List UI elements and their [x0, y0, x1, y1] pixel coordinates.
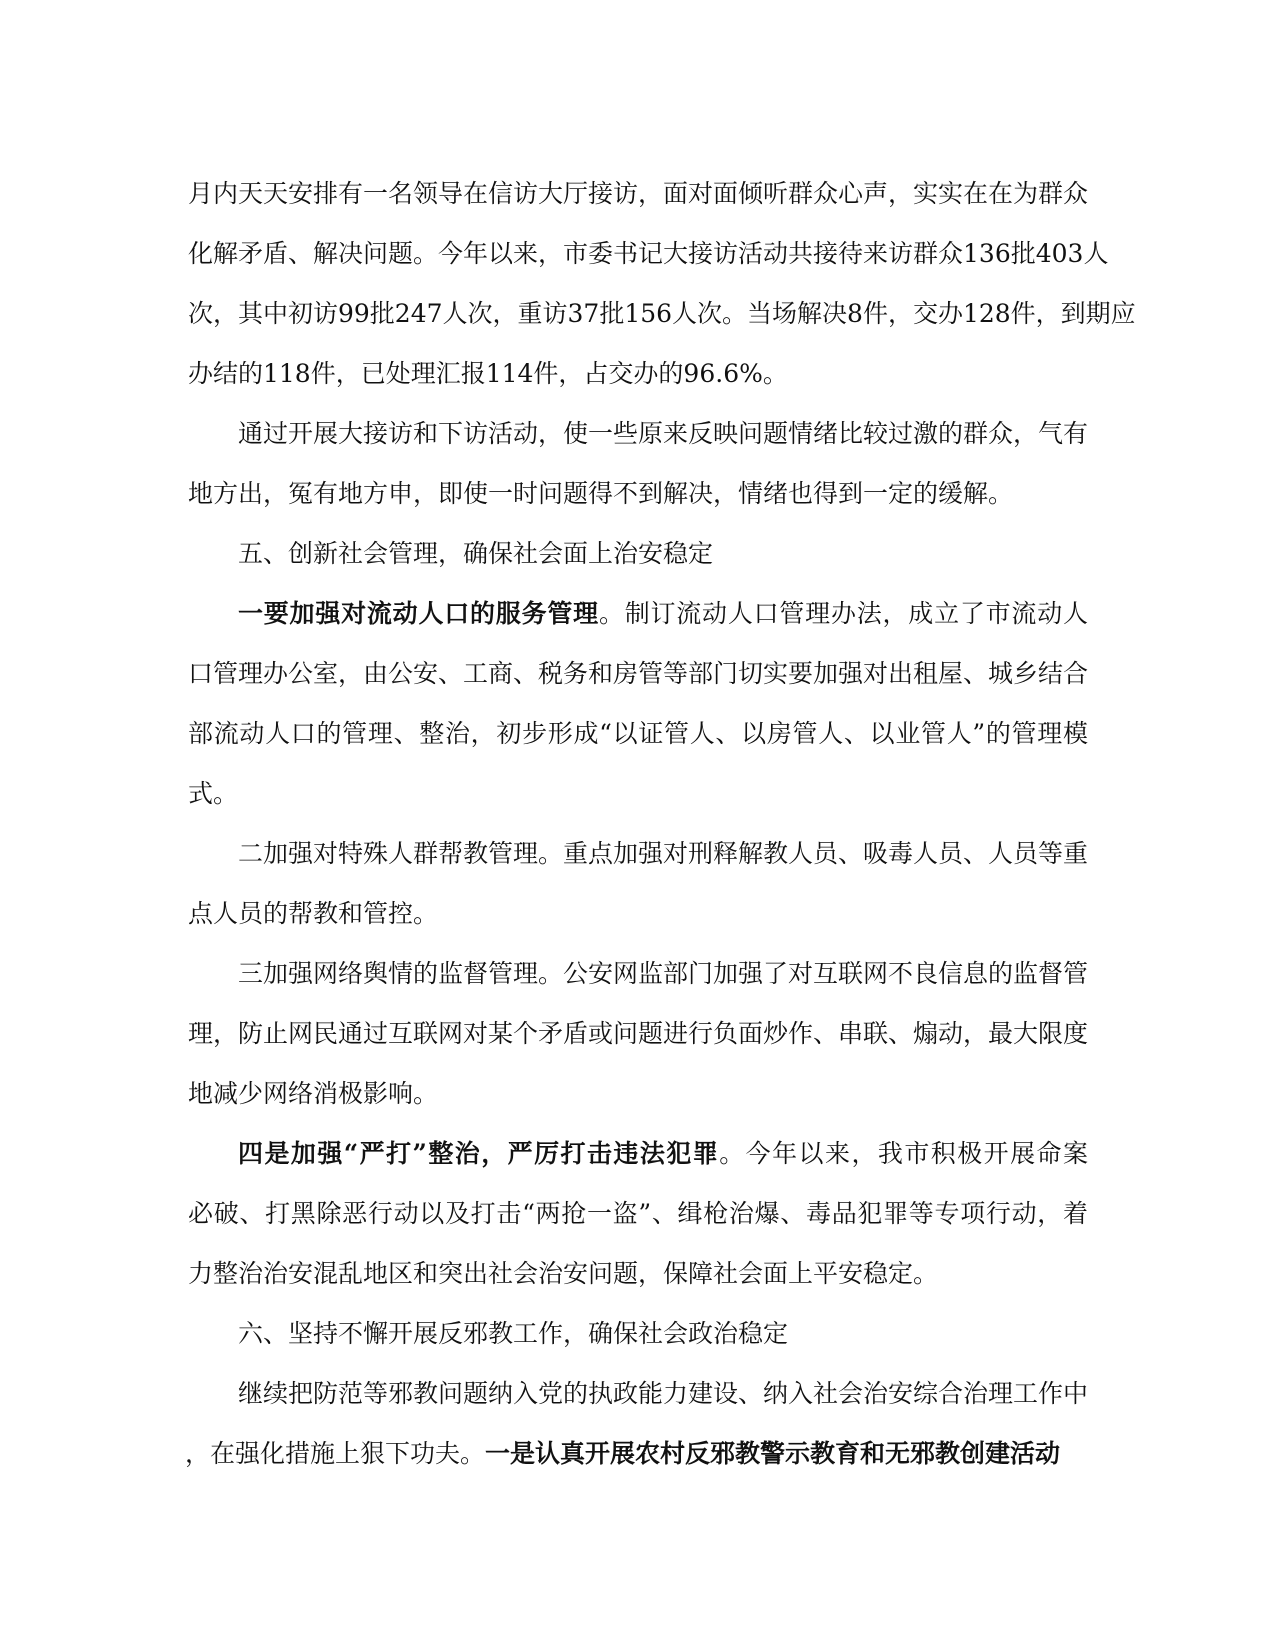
- text-line: [188, 764, 1088, 824]
- document-body: [185, 164, 1136, 1484]
- text-segment: 三加强网络舆情的监督管理。公安网监部门加强了对互联网不良信息的监督管: [238, 959, 1089, 988]
- text-line: [188, 404, 1088, 464]
- text-segment: 次，其中初访99批247人次，重访37批156人次。当场解决8件，交办128件，到期应: [188, 299, 1136, 328]
- text-segment: 办结的118件，已处理汇报114件，占交办的96.6%。: [188, 359, 788, 388]
- text-line: [188, 284, 1136, 344]
- text-line: [188, 1244, 1088, 1304]
- text-line: [188, 584, 1088, 644]
- text-line: [188, 884, 1088, 944]
- bold-text-segment: 一要加强对流动人口的服务管理: [238, 599, 599, 628]
- text-line: [188, 944, 1088, 1004]
- text-segment: 口管理办公室，由公安、工商、税务和房管等部门切实要加强对出租屋、城乡结合: [188, 659, 1089, 688]
- text-segment: 地减少网络消极影响。: [188, 1079, 439, 1108]
- text-segment: 继续把防范等邪教问题纳入党的执政能力建设、纳入社会治安综合治理工作中: [238, 1379, 1089, 1408]
- text-line: [188, 224, 1109, 284]
- text-segment: 必破、打黑除恶行动以及打击“两抢一盗”、缉枪治爆、毒品犯罪等专项行动，着: [188, 1199, 1088, 1228]
- text-segment: ，在强化措施上狠下功夫。: [185, 1439, 486, 1468]
- text-line: [188, 1184, 1088, 1244]
- text-line: [188, 824, 1088, 884]
- text-line: [188, 1064, 1088, 1124]
- text-segment: 部流动人口的管理、整治，初步形成“以证管人、以房管人、以业管人”的管理模: [188, 719, 1088, 748]
- text-segment: 力整治治安混乱地区和突出社会治安问题，保障社会面上平安稳定。: [188, 1259, 939, 1288]
- text-segment: 通过开展大接访和下访活动，使一些原来反映问题情绪比较过激的群众，气有: [238, 419, 1089, 448]
- text-line: [185, 1424, 1088, 1484]
- text-line: [188, 1004, 1088, 1064]
- bold-text-segment: 四是加强“严打”整治，严厉打击违法犯罪: [238, 1139, 720, 1168]
- text-line: [188, 644, 1088, 704]
- text-line: [188, 704, 1088, 764]
- text-segment: 。制订流动人口管理办法，成立了市流动人: [598, 599, 1088, 628]
- text-segment: 式。: [188, 779, 239, 808]
- text-segment: 理，防止网民通过互联网对某个矛盾或问题进行负面炒作、串联、煽动，最大限度: [188, 1019, 1089, 1048]
- text-line: [188, 464, 1088, 524]
- text-segment: 化解矛盾、解决问题。今年以来，市委书记大接访活动共接待来访群众136批403人: [188, 239, 1109, 268]
- text-line: [188, 164, 1088, 224]
- text-segment: 。今年以来，我市积极开展命案: [719, 1139, 1088, 1168]
- text-segment: 六、坚持不懈开展反邪教工作，确保社会政治稳定: [238, 1319, 789, 1348]
- text-segment: 月内天天安排有一名领导在信访大厅接访，面对面倾听群众心声，实实在在为群众: [188, 179, 1089, 208]
- text-segment: 点人员的帮教和管控。: [188, 899, 439, 928]
- text-segment: 五、创新社会管理，确保社会面上治安稳定: [238, 539, 714, 568]
- text-line: [188, 344, 1088, 404]
- text-segment: 地方出，冤有地方申，即使一时问题得不到解决，情绪也得到一定的缓解。: [188, 479, 1014, 508]
- text-line: [188, 1304, 1088, 1364]
- text-line: [188, 1364, 1088, 1424]
- text-line: [188, 1124, 1088, 1184]
- text-segment: 二加强对特殊人群帮教管理。重点加强对刑释解教人员、吸毒人员、人员等重: [238, 839, 1089, 868]
- bold-text-segment: 一是认真开展农村反邪教警示教育和无邪教创建活动: [485, 1439, 1061, 1468]
- text-line: [188, 524, 1088, 584]
